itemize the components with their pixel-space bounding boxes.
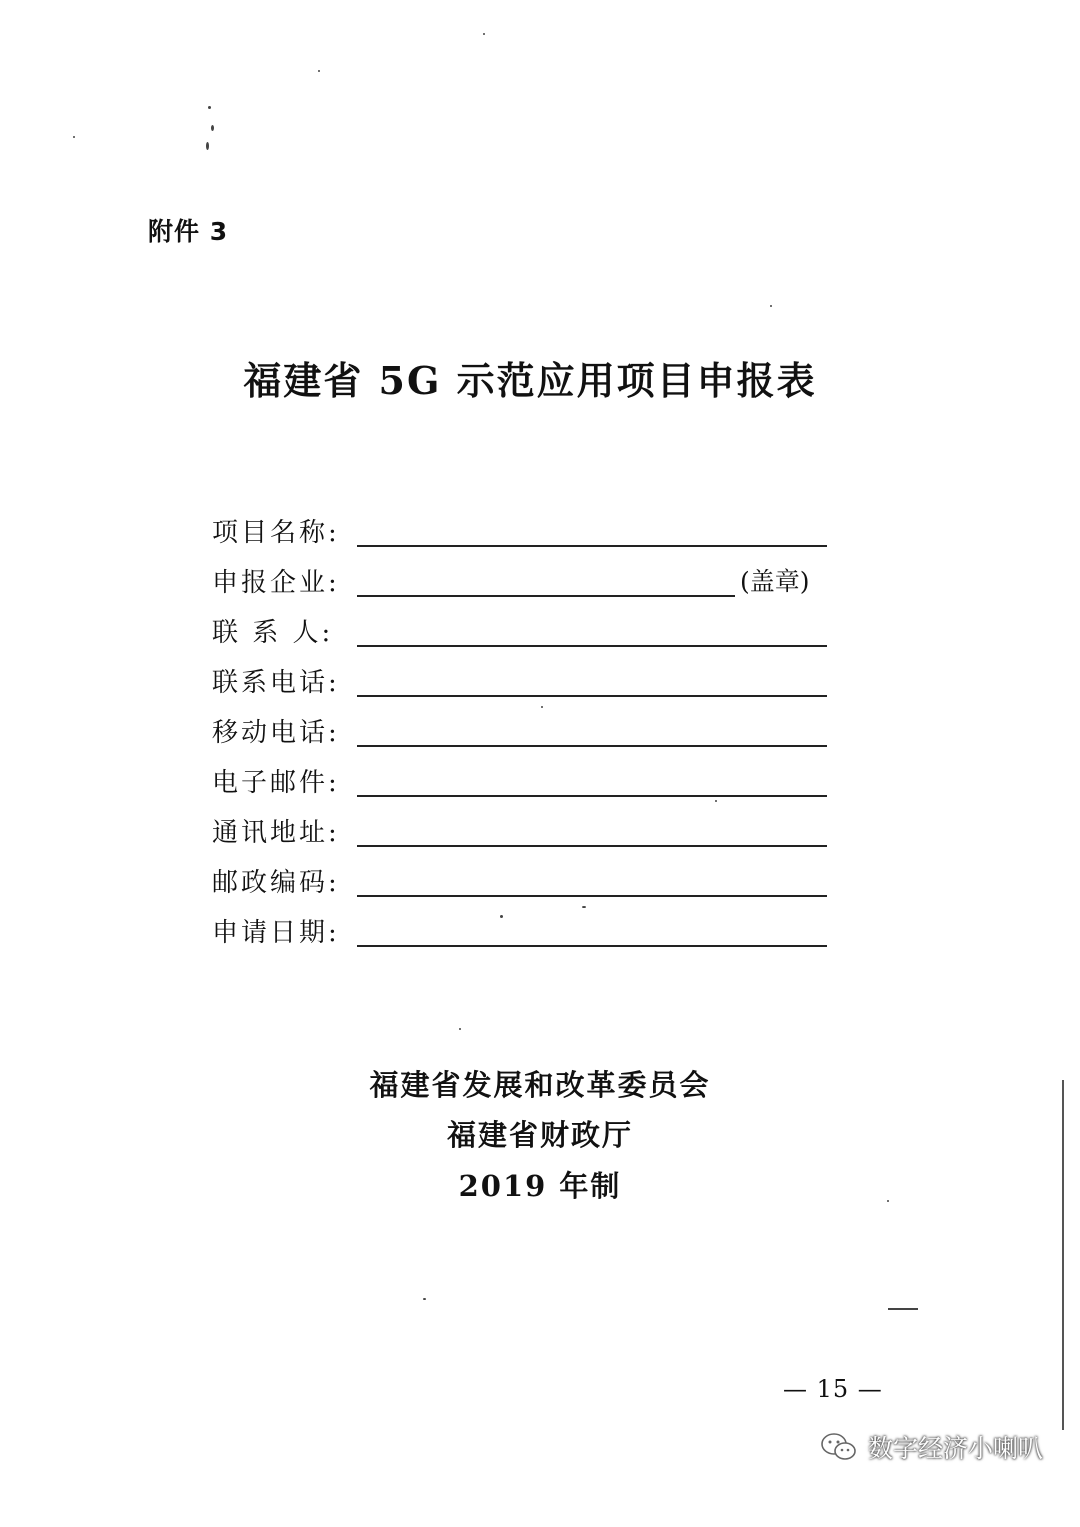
field-label: 通讯地址:	[212, 818, 340, 848]
scan-speck	[208, 106, 211, 109]
project-name-field[interactable]	[357, 545, 827, 547]
field-label: 项目名称:	[212, 518, 340, 548]
scan-speck	[459, 1028, 461, 1030]
watermark	[820, 1422, 1043, 1472]
field-label: 申报企业:	[212, 568, 340, 598]
contact-phone-field[interactable]	[357, 695, 827, 697]
scan-edge-line	[1062, 1080, 1064, 1430]
scan-speck	[541, 706, 543, 708]
page-number: — 15 —	[783, 1375, 883, 1403]
contact-person-field[interactable]	[357, 645, 827, 647]
field-label: 电子邮件:	[212, 768, 340, 798]
scan-speck	[206, 142, 209, 150]
mailing-address-field[interactable]	[357, 845, 827, 847]
scan-speck	[483, 33, 485, 35]
attachment-label: 附件 3	[148, 217, 229, 246]
issuer-finance-department: 福建省财政厅	[446, 1118, 633, 1152]
mobile-phone-field[interactable]	[357, 745, 827, 747]
scan-speck	[500, 915, 503, 918]
field-label: 联 系 人:	[212, 618, 334, 648]
postal-code-field[interactable]	[357, 895, 827, 897]
scan-speck	[888, 1308, 918, 1310]
field-label: 移动电话:	[212, 718, 340, 748]
watermark-text: 数字经济小喇叭	[868, 1434, 1044, 1463]
scan-speck	[211, 125, 214, 131]
document-title: 福建省 5G 示范应用项目申报表	[243, 358, 817, 403]
applicant-company-field[interactable]	[357, 595, 735, 597]
scan-speck	[73, 136, 75, 138]
field-label: 联系电话:	[212, 668, 340, 698]
scan-speck	[770, 305, 772, 307]
application-date-field[interactable]	[357, 945, 827, 947]
seal-note: (盖章)	[740, 567, 810, 596]
field-label: 申请日期:	[212, 918, 340, 948]
field-label: 邮政编码:	[212, 868, 340, 898]
scan-speck	[423, 1298, 426, 1300]
scan-speck	[582, 906, 586, 908]
scan-speck	[318, 70, 320, 72]
email-field[interactable]	[357, 795, 827, 797]
wechat-icon	[820, 1431, 858, 1463]
issue-year: 2019 年制	[458, 1169, 622, 1203]
scan-speck	[715, 800, 717, 802]
issuer-development-reform-commission: 福建省发展和改革委员会	[369, 1068, 711, 1102]
